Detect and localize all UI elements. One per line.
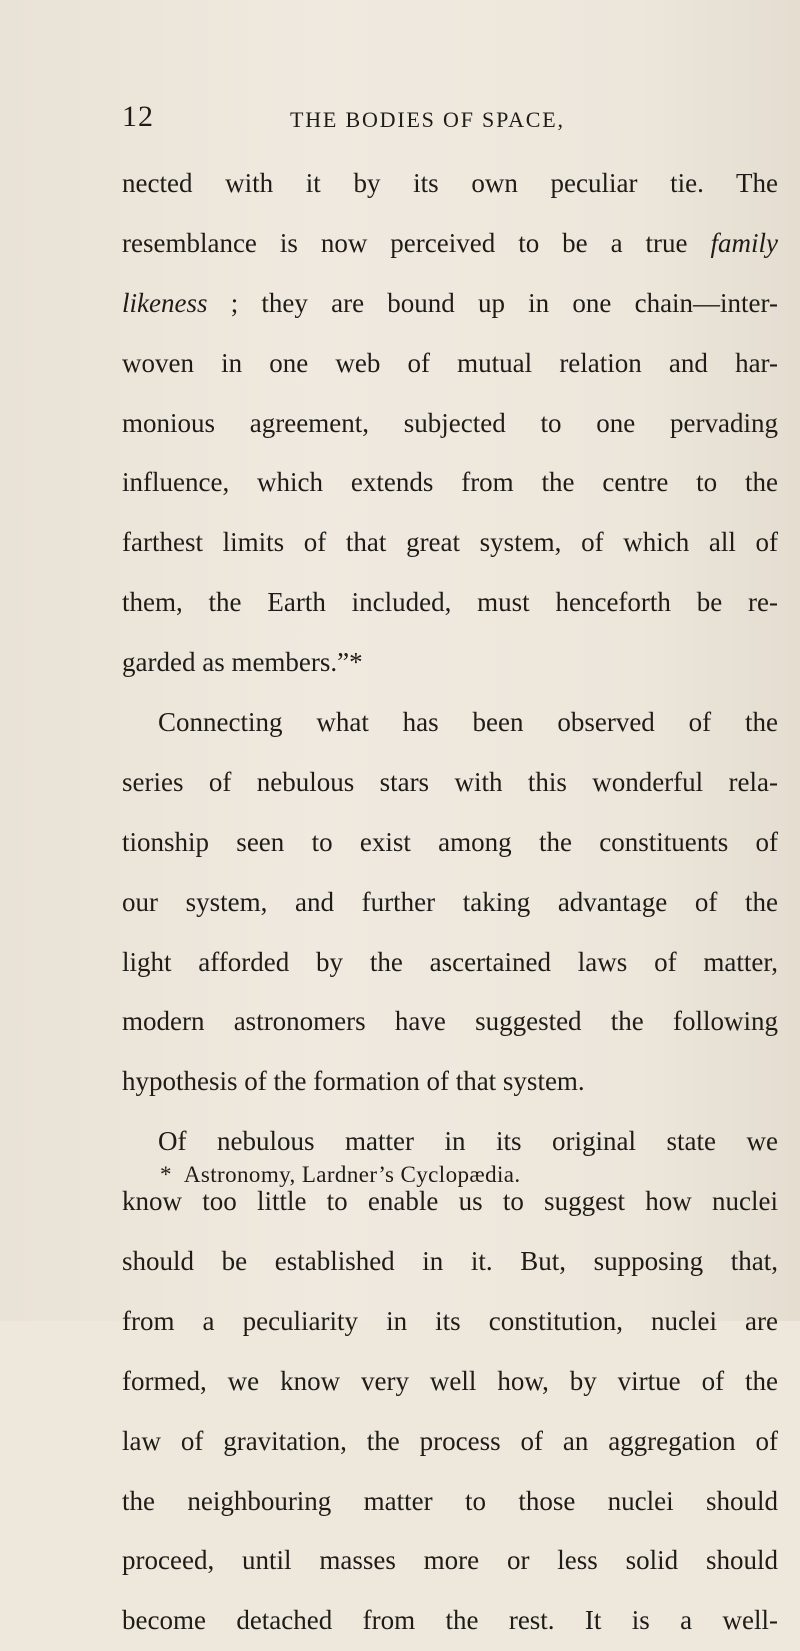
- text-line: garded as members.”*: [122, 647, 363, 678]
- text-line: law of gravitation, the process of an aggregation of: [122, 1425, 778, 1456]
- text-line: should be established in it. But, supposing that,: [122, 1246, 778, 1277]
- text-line: likeness ; they are bound up in one chain—inter-: [122, 287, 778, 318]
- text-line: Of nebulous matter in its original state we: [158, 1126, 778, 1157]
- text-line: farthest limits of that great system, of which all of: [122, 527, 778, 558]
- text-line: Connecting what has been observed of the: [158, 707, 778, 738]
- text-line: proceed, until masses more or less solid should: [122, 1545, 778, 1576]
- text-line: them, the Earth included, must henceforth be re-: [122, 587, 778, 618]
- text-line: the neighbouring matter to those nuclei should: [122, 1485, 778, 1516]
- text-line: hypothesis of the formation of that system.: [122, 1066, 585, 1097]
- footnote-mark: *: [160, 1162, 172, 1187]
- footnote-text: Astronomy, Lardner’s Cyclopædia.: [183, 1162, 521, 1187]
- text-line: resemblance is now perceived to be a true family: [122, 227, 778, 258]
- text-line: nected with it by its own peculiar tie. The: [122, 168, 778, 198]
- page-number: 12: [122, 100, 154, 133]
- text-line: influence, which extends from the centre to the: [122, 467, 778, 498]
- body-text: [122, 154, 778, 1651]
- text-line: from a peculiarity in its constitution, nuclei are: [122, 1305, 778, 1336]
- text-line: our system, and further taking advantage of the: [122, 886, 778, 917]
- text-line: series of nebulous stars with this wonderful rela-: [122, 766, 778, 797]
- text-line: tionship seen to exist among the constituents of: [122, 826, 778, 857]
- text-line: light afforded by the ascertained laws of matter,: [122, 946, 778, 977]
- text-line: know too little to enable us to suggest how nuclei: [122, 1186, 778, 1217]
- running-head: [122, 100, 782, 140]
- text-line: modern astronomers have suggested the following: [122, 1006, 778, 1037]
- footnote: [160, 1162, 521, 1188]
- running-title: THE BODIES OF SPACE,: [290, 107, 565, 132]
- text-line: formed, we know very well how, by virtue of the: [122, 1365, 778, 1396]
- text-line: become detached from the rest. It is a well-: [122, 1605, 778, 1636]
- text-line: monious agreement, subjected to one pervading: [122, 407, 778, 438]
- text-line: woven in one web of mutual relation and har-: [122, 347, 778, 378]
